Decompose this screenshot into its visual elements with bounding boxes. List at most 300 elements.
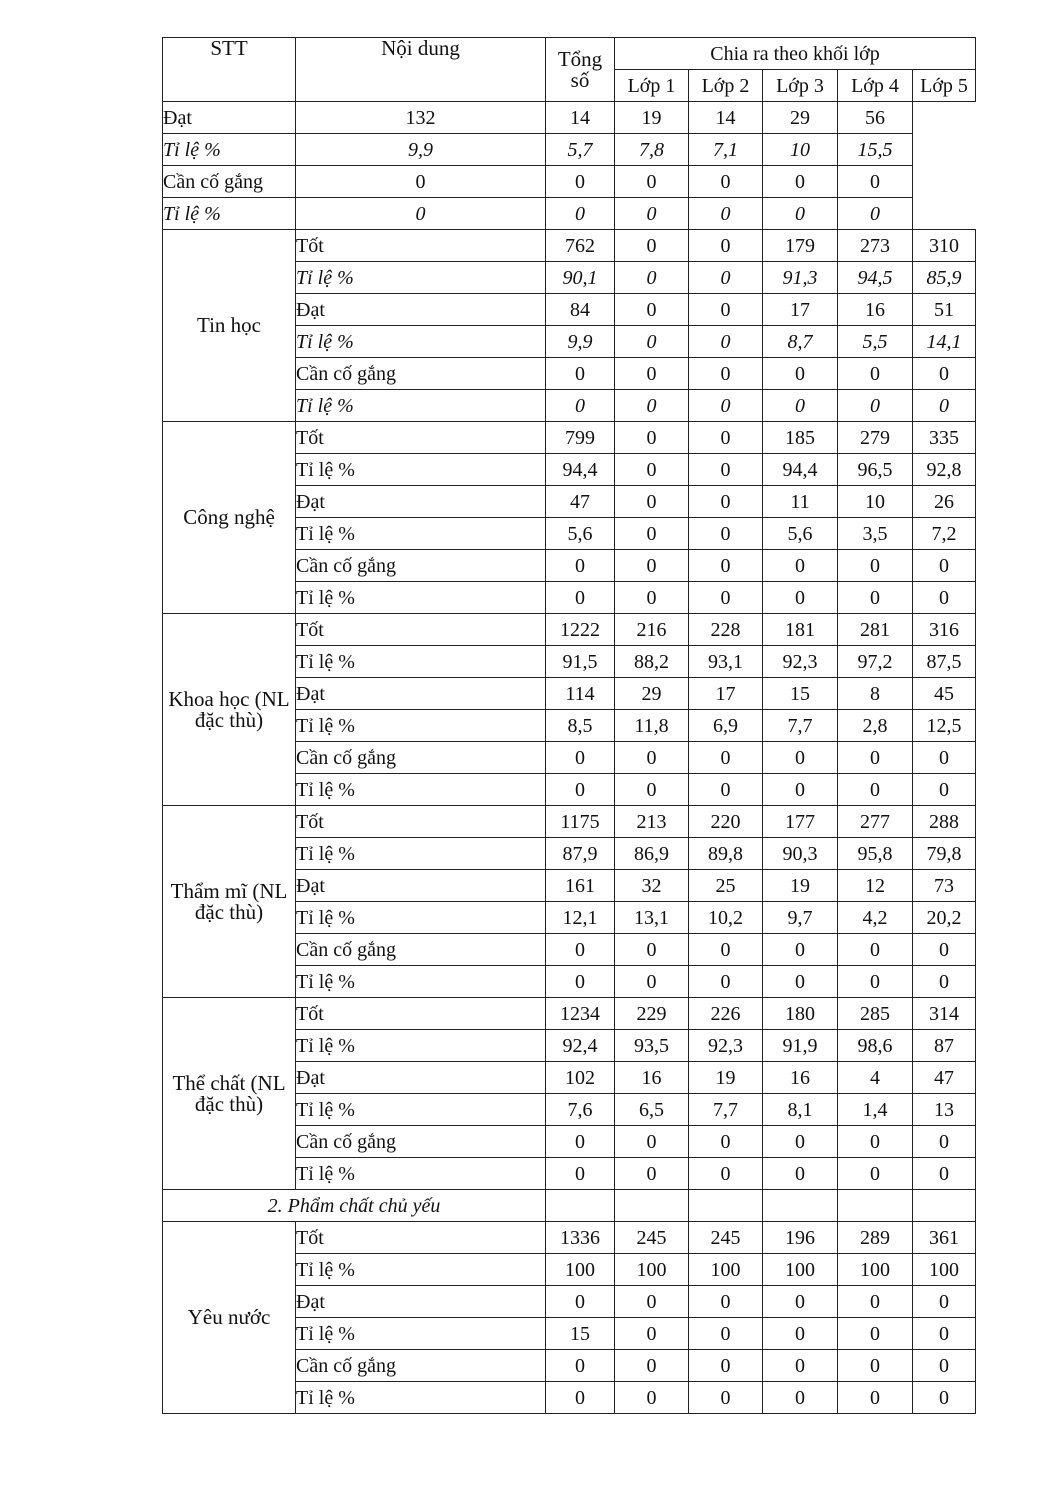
value-grade-5: 7,2	[913, 518, 976, 550]
value-grade-1: 13,1	[615, 902, 689, 934]
row-label: Tỉ lệ %	[296, 1254, 546, 1286]
row-label: Cần cố gắng	[296, 742, 546, 774]
value-grade-3: 0	[763, 774, 838, 806]
row-label: Cần cố gắng	[296, 1126, 546, 1158]
value-total: 0	[546, 582, 615, 614]
row-label: Đạt	[296, 870, 546, 902]
value-grade-3: 19	[763, 870, 838, 902]
table-row	[163, 998, 976, 1030]
value-grade-4: 0	[838, 934, 913, 966]
row-label: Tỉ lệ %	[296, 966, 546, 998]
value-grade-5: 87	[913, 1030, 976, 1062]
value-grade-4: 96,5	[838, 454, 913, 486]
value-total: 0	[546, 358, 615, 390]
row-label: Đạt	[296, 294, 546, 326]
value-grade-2: 17	[689, 678, 763, 710]
value-grade-3: 15	[763, 678, 838, 710]
value-grade-3: 0	[763, 934, 838, 966]
row-label: Cần cố gắng	[296, 550, 546, 582]
value-grade-4: 0	[838, 742, 913, 774]
value-grade-5: 335	[913, 422, 976, 454]
value-grade-2: 7,8	[615, 134, 689, 166]
value-grade-2: 0	[689, 774, 763, 806]
value-grade-4: 0	[838, 1158, 913, 1190]
value-grade-4: 277	[838, 806, 913, 838]
value-grade-1: 100	[615, 1254, 689, 1286]
value-total: 1234	[546, 998, 615, 1030]
value-grade-2: 0	[689, 422, 763, 454]
value-grade-5: 20,2	[913, 902, 976, 934]
row-label: Tốt	[296, 998, 546, 1030]
empty-cell	[838, 1190, 913, 1222]
table-row	[163, 198, 976, 230]
value-grade-4: 100	[838, 1254, 913, 1286]
header-stt: STT	[163, 38, 296, 102]
empty-cell	[546, 1190, 615, 1222]
value-grade-3: 0	[763, 1382, 838, 1414]
value-grade-1: 0	[615, 262, 689, 294]
value-grade-3: 0	[763, 1158, 838, 1190]
value-grade-4: 8	[838, 678, 913, 710]
value-grade-2: 220	[689, 806, 763, 838]
row-label: Tỉ lệ %	[296, 1030, 546, 1062]
value-grade-1: 0	[615, 454, 689, 486]
header-total: Tổng số	[546, 38, 615, 102]
value-grade-5: 56	[838, 102, 913, 134]
value-grade-1: 0	[615, 486, 689, 518]
value-grade-1: 32	[615, 870, 689, 902]
row-label: Tốt	[296, 614, 546, 646]
table-row	[163, 166, 976, 198]
value-grade-2: 0	[689, 294, 763, 326]
value-total: 0	[546, 1350, 615, 1382]
row-label: Tỉ lệ %	[296, 646, 546, 678]
value-grade-3: 9,7	[763, 902, 838, 934]
value-total: 1222	[546, 614, 615, 646]
row-label: Tỉ lệ %	[296, 902, 546, 934]
value-grade-1: 0	[615, 1350, 689, 1382]
value-grade-3: 196	[763, 1222, 838, 1254]
value-total: 7,6	[546, 1094, 615, 1126]
value-grade-1: 0	[615, 422, 689, 454]
value-grade-5: 0	[913, 934, 976, 966]
value-grade-3: 0	[763, 550, 838, 582]
value-total: 799	[546, 422, 615, 454]
value-grade-2: 0	[689, 1318, 763, 1350]
value-total: 0	[546, 774, 615, 806]
value-grade-1: 0	[615, 518, 689, 550]
value-grade-4: 94,5	[838, 262, 913, 294]
value-total: 102	[546, 1062, 615, 1094]
value-grade-3: 0	[763, 1286, 838, 1318]
value-grade-2: 0	[689, 326, 763, 358]
subject-cell: Thể chất (NL đặc thù)	[163, 998, 296, 1190]
value-grade-3: 90,3	[763, 838, 838, 870]
value-grade-4: 0	[838, 774, 913, 806]
value-grade-5: 100	[913, 1254, 976, 1286]
value-total: 94,4	[546, 454, 615, 486]
value-grade-4: 0	[838, 390, 913, 422]
value-grade-1: 0	[615, 1382, 689, 1414]
value-grade-2: 0	[689, 1350, 763, 1382]
value-grade-3: 17	[763, 294, 838, 326]
value-grade-3: 181	[763, 614, 838, 646]
value-grade-4: 289	[838, 1222, 913, 1254]
value-total: 87,9	[546, 838, 615, 870]
value-grade-2: 92,3	[689, 1030, 763, 1062]
value-grade-4: 95,8	[838, 838, 913, 870]
value-grade-1: 11,8	[615, 710, 689, 742]
value-grade-1: 29	[615, 678, 689, 710]
section-heading: 2. Phẩm chất chủ yếu	[163, 1190, 546, 1222]
value-grade-4: 5,5	[838, 326, 913, 358]
value-grade-4: 4,2	[838, 902, 913, 934]
value-grade-2: 0	[689, 390, 763, 422]
value-grade-3: 16	[763, 1062, 838, 1094]
value-grade-1: 0	[615, 294, 689, 326]
value-total: 0	[546, 1126, 615, 1158]
value-grade-5: 13	[913, 1094, 976, 1126]
value-grade-4: 97,2	[838, 646, 913, 678]
value-total: 0	[546, 742, 615, 774]
row-label: Đạt	[296, 1286, 546, 1318]
value-grade-5: 310	[913, 230, 976, 262]
value-total: 0	[546, 550, 615, 582]
table-row	[163, 422, 976, 454]
value-grade-5: 0	[913, 1126, 976, 1158]
value-grade-1: 14	[546, 102, 615, 134]
header-grade-group: Chia ra theo khối lớp	[615, 38, 976, 70]
row-label: Tỉ lệ %	[296, 326, 546, 358]
value-grade-1: 213	[615, 806, 689, 838]
value-grade-2: 0	[689, 1286, 763, 1318]
value-grade-3: 94,4	[763, 454, 838, 486]
value-grade-1: 216	[615, 614, 689, 646]
value-grade-5: 0	[913, 966, 976, 998]
value-grade-2: 19	[615, 102, 689, 134]
value-grade-2: 6,9	[689, 710, 763, 742]
row-label: Cần cố gắng	[296, 1350, 546, 1382]
value-grade-2: 0	[689, 358, 763, 390]
value-grade-2: 93,1	[689, 646, 763, 678]
value-grade-2: 100	[689, 1254, 763, 1286]
value-grade-1: 0	[615, 550, 689, 582]
value-grade-3: 91,9	[763, 1030, 838, 1062]
value-grade-4: 0	[838, 582, 913, 614]
value-grade-3: 180	[763, 998, 838, 1030]
results-table	[162, 37, 976, 1414]
row-label: Tỉ lệ %	[296, 518, 546, 550]
header-grade-4: Lớp 4	[838, 70, 913, 102]
value-grade-3: 177	[763, 806, 838, 838]
value-grade-5: 0	[913, 742, 976, 774]
value-grade-1: 245	[615, 1222, 689, 1254]
value-grade-4: 2,8	[838, 710, 913, 742]
value-grade-5: 26	[913, 486, 976, 518]
value-grade-5: 47	[913, 1062, 976, 1094]
value-grade-2: 0	[689, 1382, 763, 1414]
value-grade-1: 229	[615, 998, 689, 1030]
value-grade-5: 15,5	[838, 134, 913, 166]
value-grade-3: 0	[763, 742, 838, 774]
value-grade-2: 0	[689, 262, 763, 294]
value-grade-1: 0	[615, 742, 689, 774]
value-grade-3: 0	[763, 1318, 838, 1350]
header-grade-2: Lớp 2	[689, 70, 763, 102]
value-grade-1: 0	[615, 390, 689, 422]
value-grade-2: 10,2	[689, 902, 763, 934]
header-content: Nội dung	[296, 38, 546, 102]
table-row	[163, 1222, 976, 1254]
value-grade-3: 179	[763, 230, 838, 262]
row-label: Tốt	[296, 806, 546, 838]
value-grade-2: 0	[689, 966, 763, 998]
value-grade-5: 0	[913, 550, 976, 582]
value-grade-3: 7,1	[689, 134, 763, 166]
value-grade-5: 51	[913, 294, 976, 326]
section-row	[163, 1190, 976, 1222]
value-total: 762	[546, 230, 615, 262]
value-grade-1: 86,9	[615, 838, 689, 870]
value-total: 0	[546, 1286, 615, 1318]
value-grade-3: 14	[689, 102, 763, 134]
row-label: Tỉ lệ %	[296, 1318, 546, 1350]
value-grade-5: 85,9	[913, 262, 976, 294]
value-grade-4: 0	[838, 358, 913, 390]
row-label: Tỉ lệ %	[163, 134, 296, 166]
value-grade-1: 16	[615, 1062, 689, 1094]
row-label: Đạt	[163, 102, 296, 134]
value-grade-4: 4	[838, 1062, 913, 1094]
value-grade-1: 0	[615, 358, 689, 390]
value-grade-5: 45	[913, 678, 976, 710]
value-grade-3: 92,3	[763, 646, 838, 678]
value-total: 0	[546, 934, 615, 966]
value-grade-1: 5,7	[546, 134, 615, 166]
value-grade-1: 0	[615, 1318, 689, 1350]
value-total: 114	[546, 678, 615, 710]
header-grade-5: Lớp 5	[913, 70, 976, 102]
value-total: 8,5	[546, 710, 615, 742]
value-grade-5: 92,8	[913, 454, 976, 486]
value-grade-3: 8,1	[763, 1094, 838, 1126]
value-grade-2: 0	[689, 582, 763, 614]
row-label: Tỉ lệ %	[163, 198, 296, 230]
table-row	[163, 806, 976, 838]
value-total: 132	[296, 102, 546, 134]
value-grade-1: 6,5	[615, 1094, 689, 1126]
value-grade-1: 88,2	[615, 646, 689, 678]
value-grade-4: 273	[838, 230, 913, 262]
table-row	[163, 230, 976, 262]
value-grade-1: 0	[615, 1286, 689, 1318]
value-total: 0	[546, 1382, 615, 1414]
row-label: Tốt	[296, 1222, 546, 1254]
row-label: Tốt	[296, 422, 546, 454]
value-grade-5: 0	[913, 1318, 976, 1350]
value-grade-3: 0	[763, 358, 838, 390]
value-grade-3: 0	[763, 390, 838, 422]
value-grade-5: 0	[838, 166, 913, 198]
value-grade-5: 314	[913, 998, 976, 1030]
value-total: 0	[546, 966, 615, 998]
value-total: 15	[546, 1318, 615, 1350]
value-grade-1: 0	[615, 582, 689, 614]
value-grade-1: 0	[546, 166, 615, 198]
value-grade-1: 0	[615, 1126, 689, 1158]
value-grade-4: 10	[763, 134, 838, 166]
value-grade-2: 0	[689, 1158, 763, 1190]
value-grade-3: 11	[763, 486, 838, 518]
value-grade-3: 0	[763, 966, 838, 998]
row-label: Tỉ lệ %	[296, 1094, 546, 1126]
value-grade-4: 12	[838, 870, 913, 902]
value-grade-4: 0	[763, 166, 838, 198]
value-grade-2: 226	[689, 998, 763, 1030]
value-grade-4: 0	[838, 966, 913, 998]
value-grade-4: 0	[838, 1286, 913, 1318]
value-grade-1: 0	[615, 934, 689, 966]
value-grade-4: 3,5	[838, 518, 913, 550]
header-grade-1: Lớp 1	[615, 70, 689, 102]
table-body	[163, 102, 976, 1414]
value-grade-4: 281	[838, 614, 913, 646]
value-grade-3: 91,3	[763, 262, 838, 294]
value-grade-1: 0	[546, 198, 615, 230]
value-grade-5: 79,8	[913, 838, 976, 870]
value-grade-5: 73	[913, 870, 976, 902]
value-grade-5: 0	[838, 198, 913, 230]
value-grade-2: 245	[689, 1222, 763, 1254]
value-grade-5: 0	[913, 1286, 976, 1318]
value-total: 9,9	[296, 134, 546, 166]
subject-cell: Khoa học (NL đặc thù)	[163, 614, 296, 806]
row-label: Tỉ lệ %	[296, 1158, 546, 1190]
value-grade-2: 0	[615, 166, 689, 198]
value-grade-2: 7,7	[689, 1094, 763, 1126]
value-grade-2: 0	[689, 1126, 763, 1158]
value-grade-4: 0	[763, 198, 838, 230]
value-grade-5: 12,5	[913, 710, 976, 742]
table-row	[163, 102, 976, 134]
value-grade-3: 0	[689, 198, 763, 230]
value-total: 1175	[546, 806, 615, 838]
row-label: Đạt	[296, 678, 546, 710]
value-grade-5: 361	[913, 1222, 976, 1254]
value-grade-1: 0	[615, 774, 689, 806]
value-grade-4: 29	[763, 102, 838, 134]
row-label: Tỉ lệ %	[296, 262, 546, 294]
value-grade-4: 0	[838, 1382, 913, 1414]
value-grade-1: 0	[615, 230, 689, 262]
header-grade-3: Lớp 3	[763, 70, 838, 102]
value-grade-1: 93,5	[615, 1030, 689, 1062]
value-total: 0	[546, 390, 615, 422]
row-label: Tỉ lệ %	[296, 454, 546, 486]
value-total: 0	[296, 166, 546, 198]
value-grade-2: 0	[615, 198, 689, 230]
value-grade-3: 8,7	[763, 326, 838, 358]
table-row	[163, 134, 976, 166]
value-grade-1: 0	[615, 326, 689, 358]
value-grade-2: 0	[689, 518, 763, 550]
value-total: 12,1	[546, 902, 615, 934]
row-label: Tỉ lệ %	[296, 774, 546, 806]
value-grade-2: 19	[689, 1062, 763, 1094]
row-label: Cần cố gắng	[163, 166, 296, 198]
empty-cell	[913, 1190, 976, 1222]
table-row	[163, 614, 976, 646]
value-grade-5: 288	[913, 806, 976, 838]
value-grade-2: 228	[689, 614, 763, 646]
value-total: 91,5	[546, 646, 615, 678]
value-grade-4: 16	[838, 294, 913, 326]
value-grade-2: 0	[689, 486, 763, 518]
value-grade-4: 0	[838, 1318, 913, 1350]
value-grade-4: 98,6	[838, 1030, 913, 1062]
row-label: Cần cố gắng	[296, 934, 546, 966]
subject-cell: Thẩm mĩ (NL đặc thù)	[163, 806, 296, 998]
value-total: 100	[546, 1254, 615, 1286]
row-label: Đạt	[296, 1062, 546, 1094]
value-grade-5: 0	[913, 1382, 976, 1414]
value-grade-3: 5,6	[763, 518, 838, 550]
subject-cell: Yêu nước	[163, 1222, 296, 1414]
empty-cell	[763, 1190, 838, 1222]
value-grade-3: 185	[763, 422, 838, 454]
value-grade-1: 0	[615, 966, 689, 998]
value-total: 47	[546, 486, 615, 518]
value-grade-5: 14,1	[913, 326, 976, 358]
value-grade-4: 0	[838, 550, 913, 582]
value-total: 0	[546, 1158, 615, 1190]
value-grade-5: 0	[913, 358, 976, 390]
row-label: Đạt	[296, 486, 546, 518]
value-grade-2: 89,8	[689, 838, 763, 870]
value-total: 0	[296, 198, 546, 230]
value-grade-3: 0	[763, 1350, 838, 1382]
value-grade-4: 0	[838, 1350, 913, 1382]
value-grade-2: 0	[689, 550, 763, 582]
value-grade-2: 0	[689, 742, 763, 774]
value-grade-2: 0	[689, 230, 763, 262]
value-total: 84	[546, 294, 615, 326]
value-grade-5: 0	[913, 1350, 976, 1382]
value-grade-3: 0	[689, 166, 763, 198]
value-grade-4: 0	[838, 1126, 913, 1158]
row-label: Tốt	[296, 230, 546, 262]
value-grade-3: 7,7	[763, 710, 838, 742]
value-grade-2: 25	[689, 870, 763, 902]
empty-cell	[615, 1190, 689, 1222]
value-grade-4: 1,4	[838, 1094, 913, 1126]
row-label: Tỉ lệ %	[296, 390, 546, 422]
value-grade-2: 0	[689, 934, 763, 966]
value-grade-3: 0	[763, 1126, 838, 1158]
value-total: 90,1	[546, 262, 615, 294]
value-grade-5: 0	[913, 582, 976, 614]
value-total: 161	[546, 870, 615, 902]
subject-cell: Tin học	[163, 230, 296, 422]
row-label: Tỉ lệ %	[296, 710, 546, 742]
value-grade-3: 100	[763, 1254, 838, 1286]
value-total: 9,9	[546, 326, 615, 358]
value-grade-5: 0	[913, 774, 976, 806]
row-label: Tỉ lệ %	[296, 838, 546, 870]
value-grade-5: 0	[913, 1158, 976, 1190]
value-grade-3: 0	[763, 582, 838, 614]
value-grade-1: 0	[615, 1158, 689, 1190]
